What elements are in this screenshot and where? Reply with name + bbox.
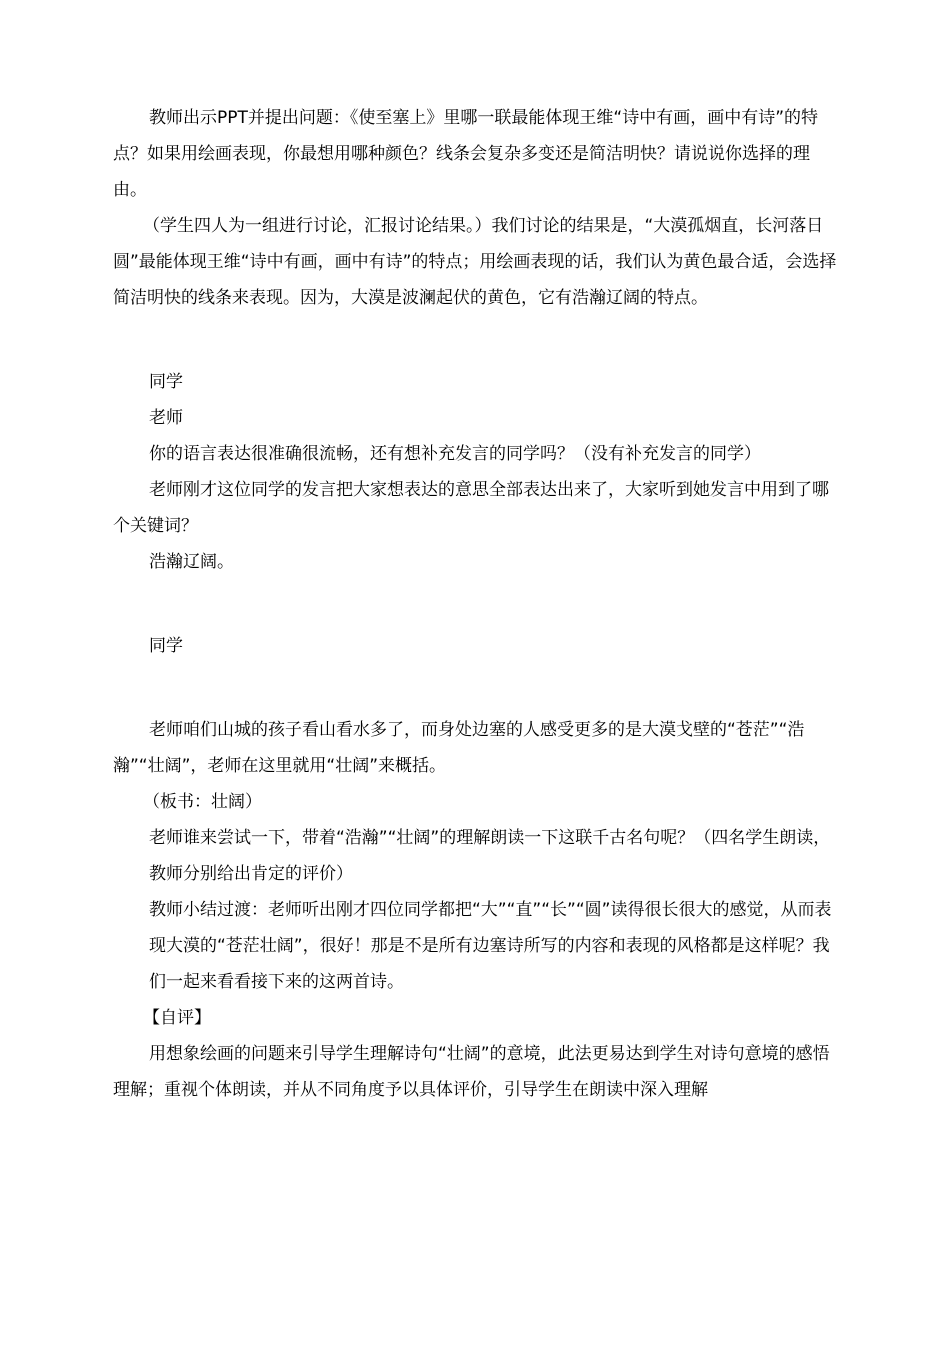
paragraph-student-discussion: （学生四人为一组进行讨论，汇报讨论结果。）我们讨论的结果是，“大漠孤烟直，长河落日圆”最能体现王维“诗中有画，画中有诗”的特点；用绘画表现的话，我们认为黄色最合适，会选择简洁明快的线条来表现。因为，大漠是波澜起伏的黄色，它有浩瀚辽阔的特点。 xyxy=(113,216,837,308)
section-heading-self-evaluation: 【自评】 xyxy=(143,1008,211,1028)
paragraph-ppt-question: 教师出示PPT并提出问题：《使至塞上》里哪一联最能体现王维“诗中有画，画中有诗”的特点？如果用绘画表现，你最想用哪种颜色？线条会复杂多变还是简洁明快？请说说你选择的理由。 xyxy=(113,108,818,200)
speaker-label-student: 同学 xyxy=(149,636,183,656)
paragraph-teacher-reading-request: 老师谁来尝试一下，带着“浩瀚”“壮阔”的理解朗读一下这联千古名句呢？（四名学生朗读，教师分别给出肯定的评价） xyxy=(149,828,831,884)
speaker-label-teacher: 老师 xyxy=(149,408,183,428)
speaker-label-student: 同学 xyxy=(149,372,183,392)
paragraph-teacher-praise: 你的语言表达很准确很流畅，还有想补充发言的同学吗？（没有补充发言的同学） xyxy=(149,444,761,464)
document-page xyxy=(113,100,843,1108)
paragraph-board-note: （板书：壮阔） xyxy=(143,792,262,812)
paragraph-self-evaluation: 用想象绘画的问题来引导学生理解诗句“壮阔”的意境，此法更易达到学生对诗句意境的感悟理解；重视个体朗读，并从不同角度予以具体评价，引导学生在朗读中深入理解 xyxy=(113,1044,830,1100)
paragraph-teacher-transition: 教师小结过渡：老师听出刚才四位同学都把“大”“直”“长”“圆”读得很长很大的感觉，从而表现大漠的“苍茫壮阔”，很好！那是不是所有边塞诗所写的内容和表现的风格都是这样呢？我们一起来看看接下来的这两首诗。 xyxy=(149,900,832,992)
paragraph-teacher-summary-zhuangkuo: 老师咱们山城的孩子看山看水多了，而身处边塞的人感受更多的是大漠戈壁的“苍茫”“浩瀚”“壮阔”，老师在这里就用“壮阔”来概括。 xyxy=(113,720,805,776)
paragraph-student-answer: 浩瀚辽阔。 xyxy=(149,552,234,572)
spacer xyxy=(113,580,843,628)
spacer xyxy=(113,664,843,712)
spacer xyxy=(113,316,843,364)
paragraph-teacher-keyword-question: 老师刚才这位同学的发言把大家想表达的意思全部表达出来了，大家听到她发言中用到了哪个关键词？ xyxy=(113,480,829,536)
